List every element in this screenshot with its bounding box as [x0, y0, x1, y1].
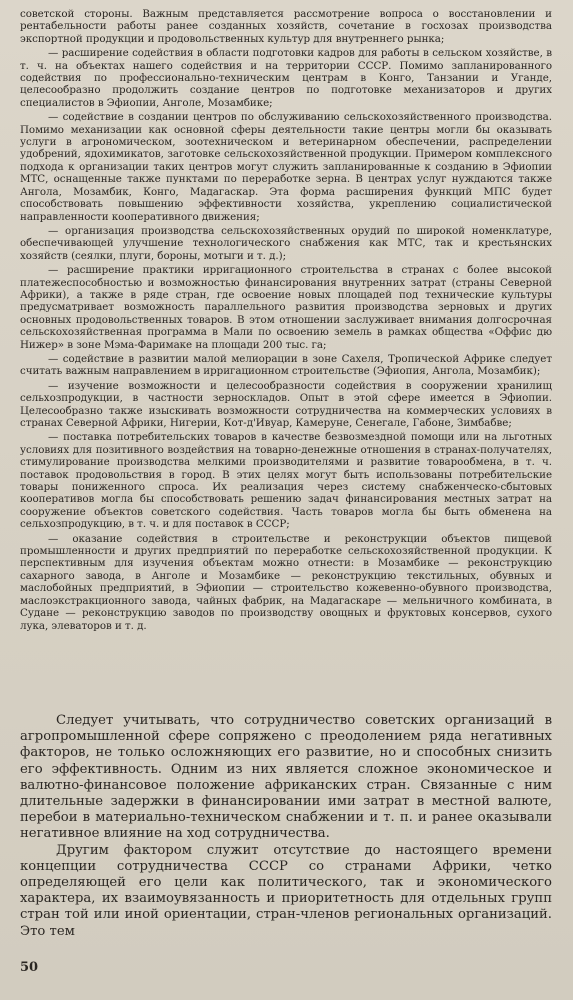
list-item: — содействие в развитии малой мелиорации в зоне Сахеля, Тропической Африке следует считать важным направлением в ирригационном строительстве (Эфиопия, Ангола, Мозамбик); — [20, 352, 552, 378]
list-item: — организация производства сельскохозяйственных орудий по широкой номенклатуре, обеспечивающей улучшение технологического снабжения как МТС, так и крестьянских хозяйств (сеялки, плуги, бороны, мотыги и т. д.); — [20, 224, 552, 262]
small-print-section — [20, 8, 552, 632]
list-item: — поставка потребительских товаров в качестве безвозмездной помощи или на льготных условиях для позитивного воздействия на товарно-денежные отношения в странах-получателях, стимулирование производства мелкими производителями и развитие товарообмена, в т. ч. поставок продовольствия в город. В этих целях могут быть использованы потребительские товары пониженного спроса. Их реализация через систему снабженческо-сбытовых кооперативов могла бы способствовать решению задач финансирования местных затрат на сооружение объектов советского содействия. Часть товаров могла бы быть обменена на сельхозпродукцию, в т. ч. и для поставок в СССР; — [20, 431, 552, 531]
paragraph: Другим фактором служит отсутствие до настоящего времени концепции сотрудничества СССР со странами Африки, четко определяющей его цели как политического, так и экономического характера, их взаимоувязанность и приоритетность для отдельных групп стран той или иной ориентации, стран-членов региональных организаций. Это тем — [20, 842, 552, 939]
list-item: — оказание содействия в строительстве и реконструкции объектов пищевой промышленности и других предприятий по переработке сельскохозяйственной продукции. К перспективным для изучения объектам можно отнести: в Мозамбике — реконструкцию сахарного завода, в Анголе и Мозамбике — реконструкцию текстильных, обувных и маслобойных предприятий, в Эфиопии — строительство кожевенно-обувного производства, маслоэкстракционного завода, чайных фабрик, на Мадагаскаре — мельничного комбината, в Судане — реконструкцию заводов по производству овощных и фруктовых консервов, сухого лука, элеваторов и т. д. — [20, 532, 552, 632]
list-item: — расширение практики ирригационного строительства в странах с более высокой платежеспособностью и возможностью финансирования внутренних затрат (страны Северной Африки), а также в ряде стран, где освоение новых площадей под технические культуры предусматривает возможность параллельного развития производства зерновых и других основных продовольственных товаров. В этом отношении заслуживает внимания долгосрочная сельскохозяйственная программа в Мали по освоению земель в рамках общества «Оффис дю Нижер» в зоне Мэма-Фаримаке на площади 200 тыс. га; — [20, 264, 552, 351]
main-text-section — [20, 713, 552, 940]
list-item: — содействие в создании центров по обслуживанию сельскохозяйственного производства. Помимо механизации как основной сферы деятельности такие центры могли бы оказывать услуги в агрономическом, зоотехническом и ветеринарном обеспечении, распределении удобрений, ядохимикатов, заготовке сельскохозяйственной продукции. Примером комплексного подхода к организации таких центров могут служить запланированные к созданию в Эфиопии МТС, оснащенные также пунктами по переработке зерна. В центрах услуг нуждаются также Ангола, Мозамбик, Конго, Мадагаскар. Эта форма расширения функций МПС будет способствовать повышению эффективности хозяйства, укреплению социалистической направленности кооперативного движения; — [20, 111, 552, 223]
page-number: 50 — [20, 960, 39, 975]
list-item: — расширение содействия в области подготовки кадров для работы в сельском хозяйстве, в т. ч. на объектах нашего содействия и на территории СССР. Помимо запланированного содействия по профессионально-техническим центрам в Конго, Танзании и Уганде, целесообразно продолжить создание центров по подготовке механизаторов и других специалистов в Эфиопии, Анголе, Мозамбике; — [20, 47, 552, 109]
paragraph: советской стороны. Важным представляется рассмотрение вопроса о восстановлении и рентабельности работы ранее созданных хозяйств, сочетание в госхозах производства экспортной продукции и продовольственных культур для внутреннего рынка; — [20, 8, 552, 45]
paragraph: Следует учитывать, что сотрудничество советских организаций в агропромышленной сфере сопряжено с преодолением ряда негативных факторов, не только осложняющих его развитие, но и способных снизить его эффективность. Одним из них является сложное экономическое и валютно-финансовое положение африканских стран. Связанные с ним длительные задержки в финансировании ими затрат в местной валюте, перебои в материально-техническом снабжении и т. п. и ранее оказывали негативное влияние на ход сотрудничества. — [20, 713, 552, 842]
list-item: — изучение возможности и целесообразности содействия в сооружении хранилищ сельхозпродукции, в частности зерноскладов. Опыт в этой сфере имеется в Эфиопии. Целесообразно также изыскивать возможности сотрудничества на коммерческих условиях в странах Северной Африки, Нигерии, Кот-д'Ивуар, Камеруне, Сенегале, Габоне, Зимбабве; — [20, 379, 552, 429]
